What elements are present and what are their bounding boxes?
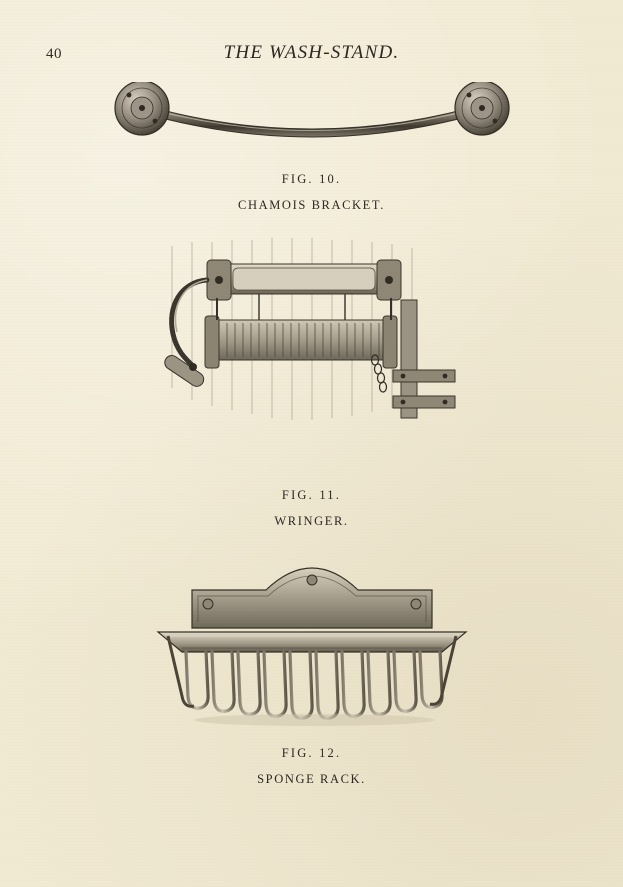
figure-caption-number: FIG. 11. xyxy=(281,488,342,502)
figure-sponge-rack xyxy=(0,556,623,787)
sponge-rack-illustration xyxy=(142,556,482,736)
page-header xyxy=(0,42,623,68)
figure-caption-name: SPONGE RACK. xyxy=(257,772,366,786)
chamois-bracket-illustration xyxy=(102,82,522,162)
figure-caption-name: WRINGER. xyxy=(274,514,349,528)
figure-caption-number: FIG. 10. xyxy=(281,172,342,186)
figure-caption-number: FIG. 12. xyxy=(281,746,342,760)
wringer-illustration xyxy=(147,228,477,478)
figure-caption-name: CHAMOIS BRACKET. xyxy=(238,198,385,212)
figure-wringer xyxy=(0,228,623,529)
page-number: 40 xyxy=(46,46,62,62)
running-head: THE WASH-STAND. xyxy=(223,42,400,63)
figure-chamois-bracket xyxy=(0,82,623,213)
